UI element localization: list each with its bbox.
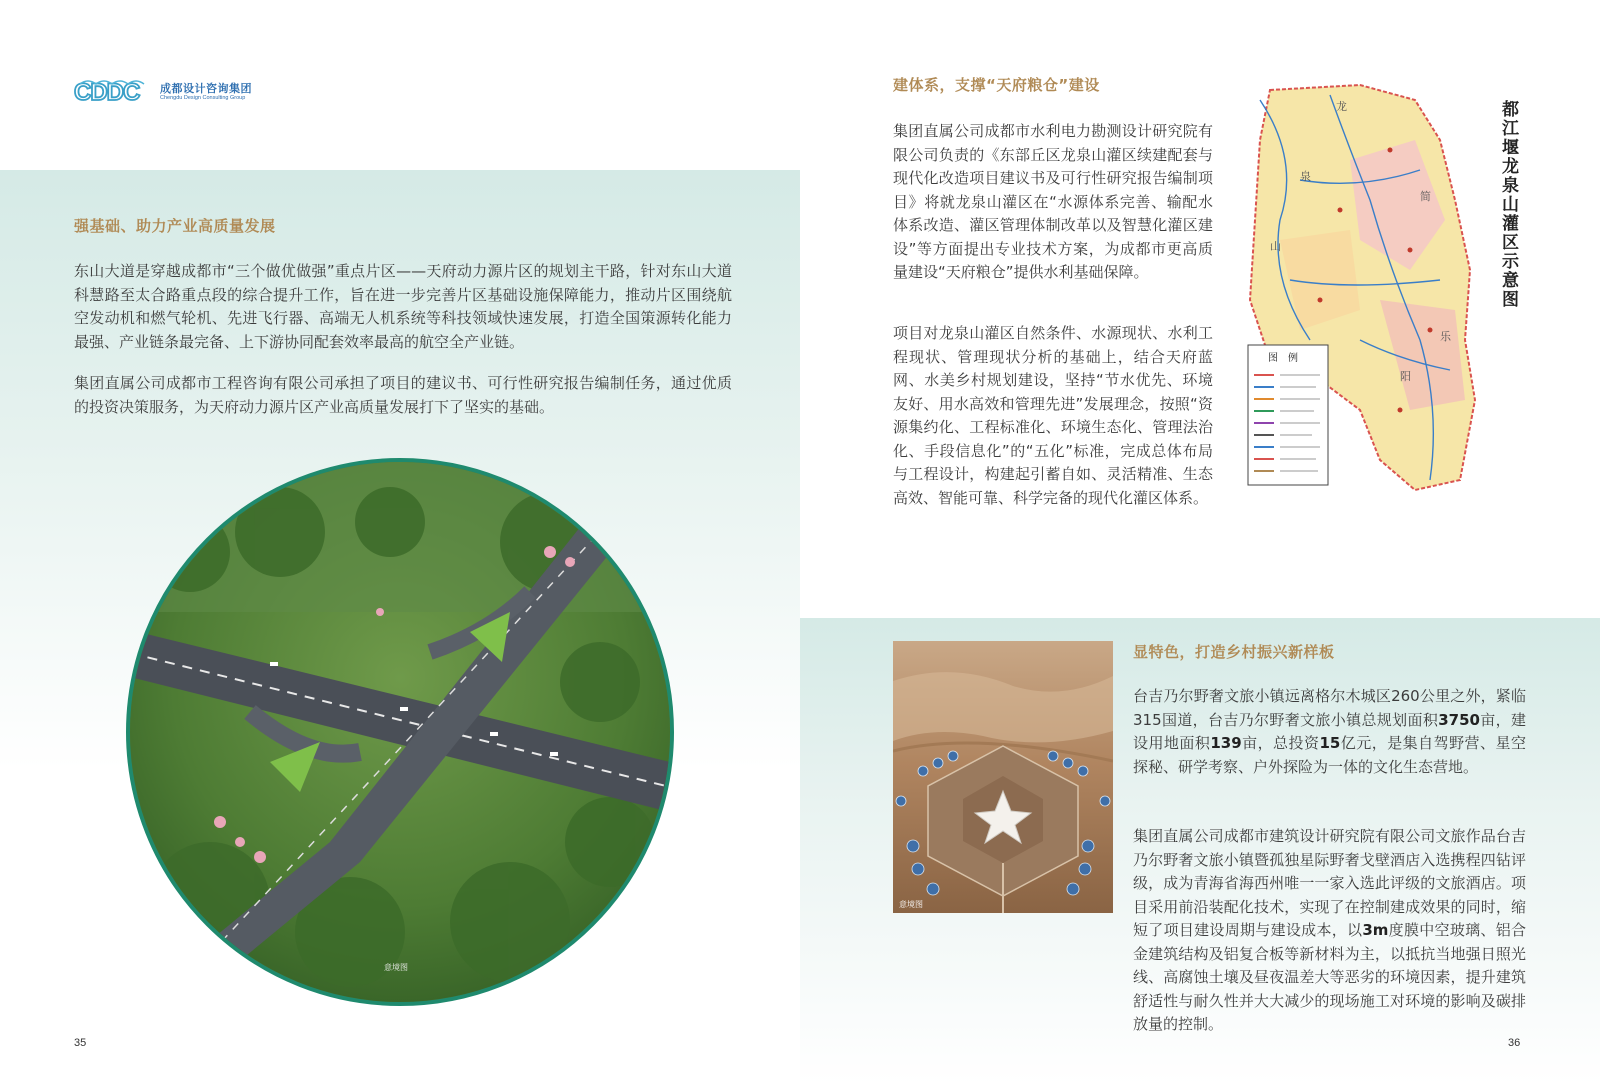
left-section-heading: 强基础、助力产业高质量发展 [74,217,276,235]
svg-text:CDDC: CDDC [74,79,140,106]
right-paragraph-4: 集团直属公司成都市建筑设计研究院有限公司文旅作品台吉乃尔野奢文旅小镇暨孤独星际野奢戈壁酒店入选携程四钻评级，成为青海省海西州唯一一家入选此评级的文旅酒店。项目采用前沿装配化技术，实现了在控制建成效果的同时，缩短了项目建设周期与建设成本，以3m度膜中空玻璃、铝合金建筑结构及铝复合板等新材料为主，以抵抗当地强日照光线、高腐蚀土壤及昼夜温差大等恶劣的环境因素，提升建筑舒适性与耐久性并大大减少的现场施工对环境的影响及碳排放量的控制。 [1133,827,1526,1033]
svg-text:泉: 泉 [1300,170,1311,183]
svg-text:山: 山 [1270,240,1281,253]
cddc-logo-icon [74,78,152,106]
right-paragraph-3: 台吉乃尔野奢文旅小镇远离格尔木城区260公里之外，紧临315国道，台吉乃尔野奢文旅小镇总规划面积3750亩，建设用地面积139亩，总投资15亿元，是集自驾野营、星空探秘、研学考察、户外探险为一体的文化生态营地。 [1133,687,1526,776]
map-title: 都江堰龙泉山灌区示意图 [1498,100,1518,309]
irrigation-district-map [1240,80,1524,500]
right-paragraph-2: 项目对龙泉山灌区自然条件、水源现状、水利工程现状、管理现状分析的基础上，结合天府蓝网、水美乡村规划建设，坚持“节水优先、环境友好、用水高效和管理先进”发展理念，按照“资源集约化、工程标准化、环境生态化、管理法治化、手段信息化”的“五化”标准，完成总体布局与工程设计，构建起引蓄自如、灵活精准、生态高效、智能可靠、科学完备的现代化灌区体系。 [893,324,1213,507]
company-logo [74,78,252,106]
svg-text:乐: 乐 [1440,330,1451,343]
interchange-aerial-photo [126,458,674,1006]
left-paragraph-2: 集团直属公司成都市工程咨询有限公司承担了项目的建议书、可行性研究报告编制任务，通过优质的投资决策服务，为天府动力源片区产业高质量发展打下了坚实的基础。 [74,374,732,416]
left-photo-caption: 意境图 [384,963,408,972]
page-number-left: 35 [74,1037,87,1049]
svg-text:龙: 龙 [1336,100,1347,113]
left-paragraph-1: 东山大道是穿越成都市“三个做优做强”重点片区——天府动力源片区的规划主干路，针对东山大道科慧路至太合路重点段的综合提升工作，旨在进一步完善片区基础设施保障能力，推动片区围绕航空发动机和燃气轮机、先进飞行器、高端无人机系统等科技领域快速发展，打造全国策源转化能力最强、产业链条最完备、上下游协同配套效率最高的航空全产业链。 [74,262,732,351]
right-photo-caption: 意境图 [899,900,923,909]
svg-text:阳: 阳 [1400,370,1411,383]
right-section-heading-2: 显特色，打造乡村振兴新样板 [1133,643,1335,661]
right-paragraph-1: 集团直属公司成都市水利电力勘测设计研究院有限公司负责的《东部丘区龙泉山灌区续建配套与现代化改造项目建议书及可行性研究报告编制项目》将就龙泉山灌区在“水源体系完善、输配水体系改造、灌区管理体制改革以及智慧化灌区建设”等方面提出专业技术方案，为成都市更高质量建设“天府粮仓”提供水利基础保障。 [893,122,1213,281]
map-legend-title: 图 例 [1268,353,1298,364]
logo-name-cn: 成都设计咨询集团 [160,81,252,95]
right-section-heading-1: 建体系，支撑“天府粮仓”建设 [893,76,1100,94]
logo-name-en: Chengdu Design Consulting Group [160,94,246,101]
desert-resort-photo [893,641,1113,913]
svg-text:简: 简 [1420,190,1431,203]
page-number-right: 36 [1508,1037,1521,1049]
